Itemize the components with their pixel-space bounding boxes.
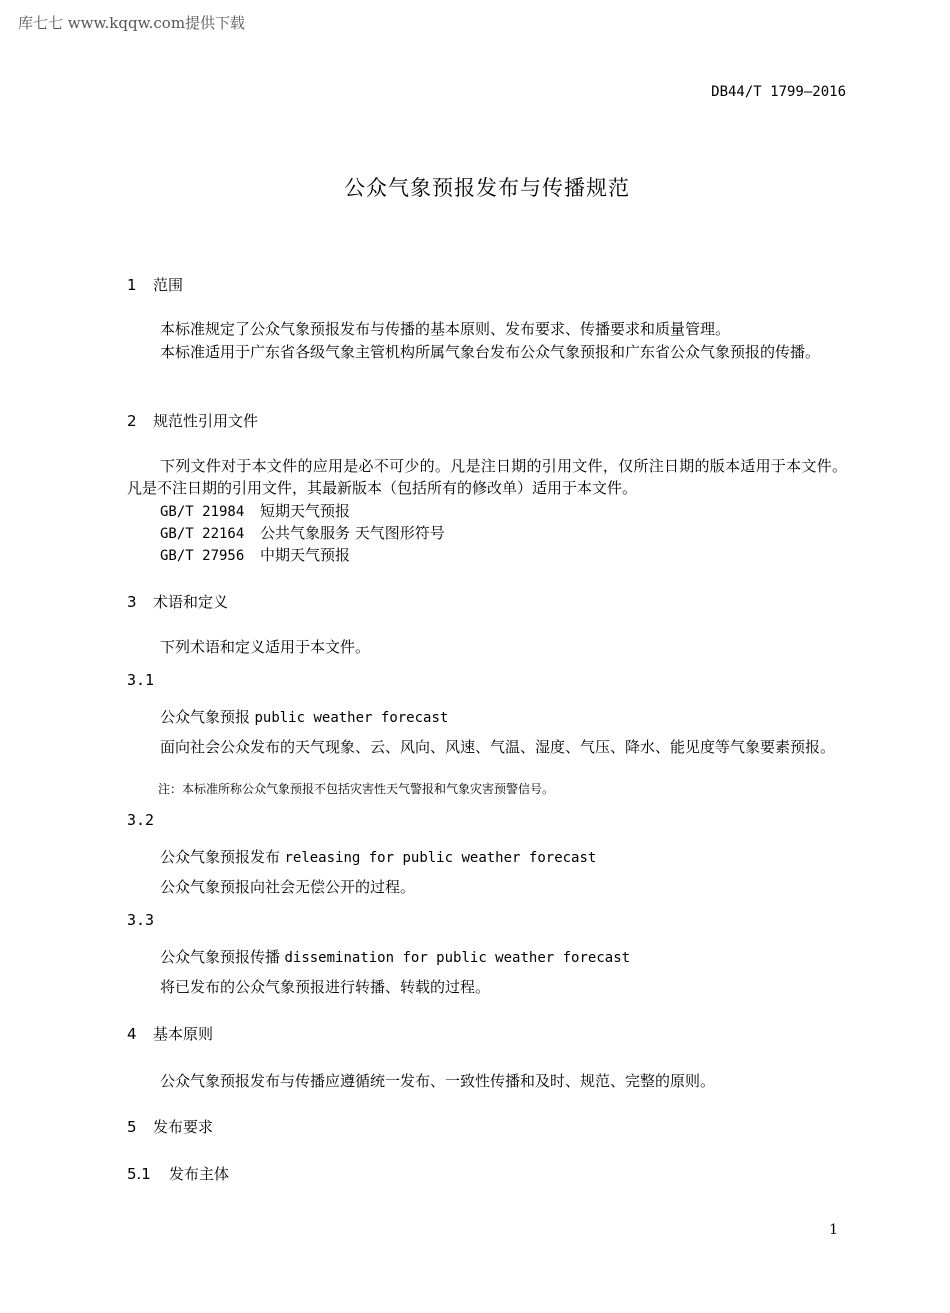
subsection-5-1-heading [127,1163,229,1184]
term-heading [160,946,630,967]
standard-code: DB44/T 1799—2016 [711,84,846,100]
section-number: 3 [127,593,137,611]
section-4-heading [127,1023,213,1044]
term-number: 3.3 [127,911,155,929]
reference-title: 短期天气预报 [260,502,351,520]
term-note: 注：本标准所称公众气象预报不包括灾害性天气警报和气象灾害预警信号。 [158,782,555,796]
section-4-paragraph-1: 公众气象预报发布与传播应遵循统一发布、一致性传播和及时、规范、完整的原则。 [160,1072,716,1090]
reference-code: GB/T 21984 [160,504,245,520]
section-1-paragraph-1: 本标准规定了公众气象预报发布与传播的基本原则、发布要求、传播要求和质量管理。 [160,320,731,338]
section-1-heading [127,274,183,295]
section-2-paragraph-1: 下列文件对于本文件的应用是必不可少的。凡是注日期的引用文件，仅所注日期的版本适用于本文件。凡是不注日期的引用文件，其最新版本（包括所有的修改单）适用于本文件。 [127,457,847,497]
term-heading [160,846,596,867]
document-title: 公众气象预报发布与传播规范 [344,176,630,200]
reference-code: GB/T 22164 [160,526,245,542]
normative-reference [160,522,445,543]
section-3-heading [127,591,228,612]
section-3-intro: 下列术语和定义适用于本文件。 [160,638,371,656]
section-number: 2 [127,412,137,430]
section-2-heading [127,410,258,431]
term-english: dissemination for public weather forecast [284,950,631,966]
term-heading [160,706,448,727]
term-definition: 面向社会公众发布的天气现象、云、风向、风速、气温、湿度、气压、降水、能见度等气象要素预报。 [160,738,836,756]
normative-reference [160,500,350,521]
section-1-paragraph-2: 本标准适用于广东省各级气象主管机构所属气象台发布公众气象预报和广东省公众气象预报的传播。 [160,343,821,361]
section-title: 发布要求 [153,1118,214,1136]
normative-reference [160,544,350,565]
section-title: 基本原则 [153,1025,214,1043]
term-chinese: 公众气象预报传播 [160,948,281,966]
watermark: 库七七 www.kqqw.com提供下载 [18,14,246,32]
subsection-title: 发布主体 [169,1165,230,1183]
reference-title: 公共气象服务 天气图形符号 [260,524,445,542]
section-5-heading [127,1116,213,1137]
section-number: 4 [127,1025,137,1043]
reference-title: 中期天气预报 [260,546,351,564]
term-number: 3.2 [127,811,155,829]
term-number: 3.1 [127,671,155,689]
section-title: 术语和定义 [153,593,229,611]
section-title: 规范性引用文件 [153,412,259,430]
term-english: public weather forecast [254,710,449,726]
term-definition: 将已发布的公众气象预报进行转播、转载的过程。 [160,978,491,996]
page-number: 1 [829,1222,838,1238]
subsection-number: 5.1 [127,1165,151,1183]
section-title: 范围 [153,276,184,294]
term-english: releasing for public weather forecast [284,850,597,866]
term-definition: 公众气象预报向社会无偿公开的过程。 [160,878,416,896]
reference-code: GB/T 27956 [160,548,245,564]
term-chinese: 公众气象预报 [160,708,251,726]
section-number: 1 [127,276,137,294]
section-number: 5 [127,1118,137,1136]
term-chinese: 公众气象预报发布 [160,848,281,866]
